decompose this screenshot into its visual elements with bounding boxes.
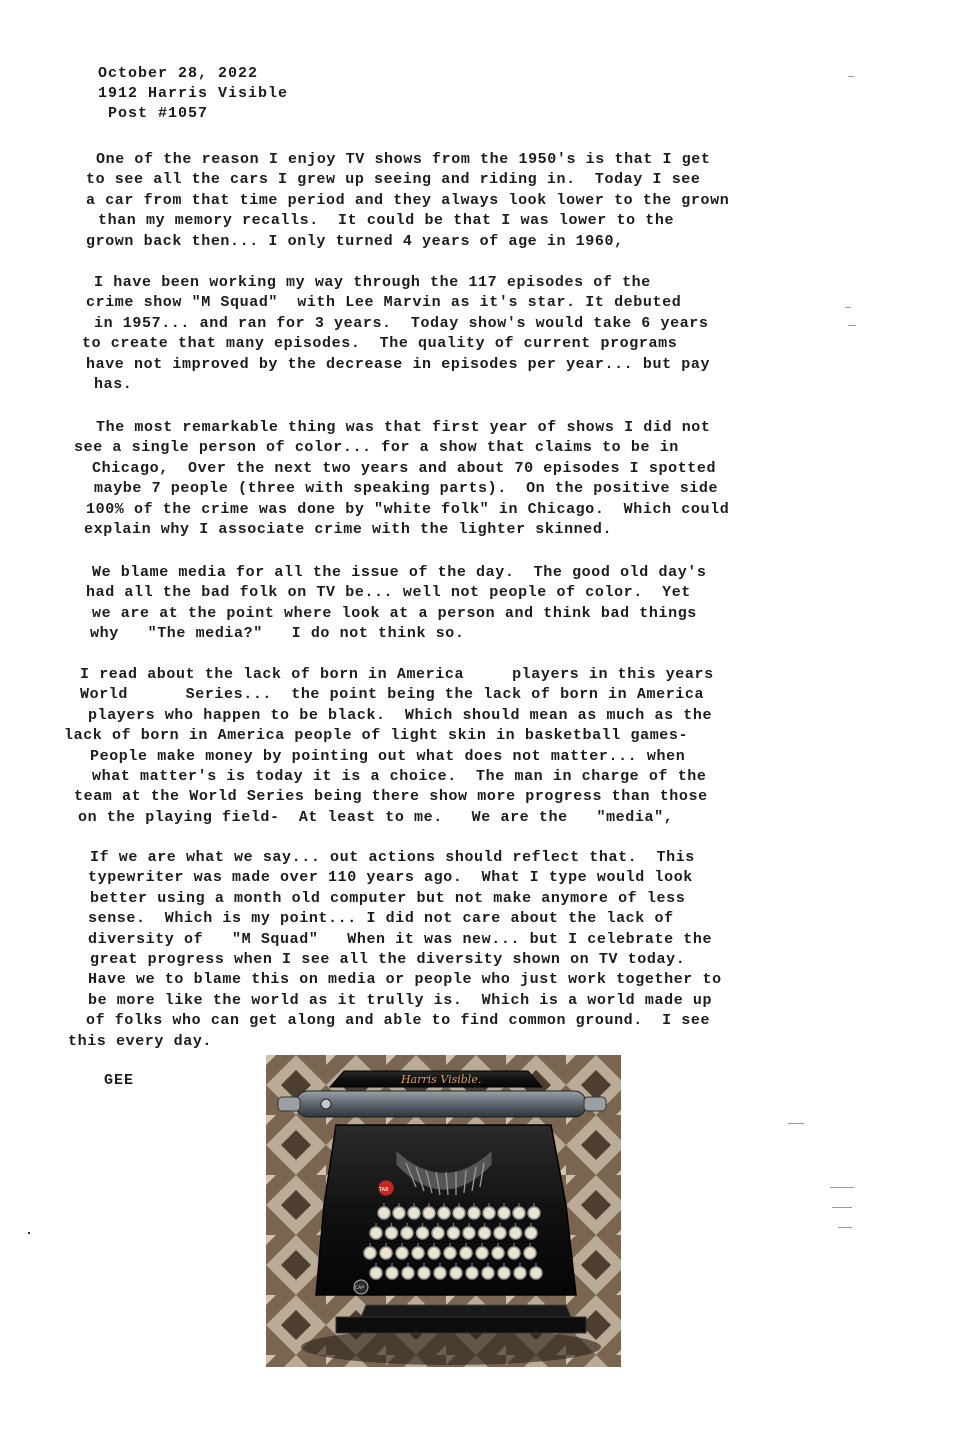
text-line: grown back then... I only turned 4 years of age in 1960,	[86, 232, 624, 250]
scan-speck	[788, 1123, 804, 1124]
text-line: team at the World Series being there show more progress than those	[74, 788, 708, 806]
key-cap	[528, 1207, 540, 1219]
text-line: I have been working my way through the 117 episodes of the	[94, 274, 651, 291]
key-cap	[378, 1207, 390, 1219]
key-cap	[510, 1227, 522, 1239]
key-cap	[444, 1247, 456, 1259]
text-line: diversity of "M Squad" When it was new... but I celebrate the	[88, 930, 713, 948]
text-line: One of the reason I enjoy TV shows from the 1950's is that I get	[96, 151, 711, 168]
text-line: to see all the cars I grew up seeing and riding in. Today I see	[86, 171, 701, 189]
key-cap	[370, 1227, 382, 1239]
paragraph-2	[82, 273, 872, 395]
key-cap	[393, 1207, 405, 1219]
key-cap	[432, 1227, 444, 1239]
paragraph-5	[64, 665, 854, 828]
text-line: we are at the point where look at a person and think bad things	[92, 604, 697, 622]
text-line: Have we to blame this on media or people who just work together to	[88, 971, 722, 989]
text-line: why "The media?" I do not think so.	[90, 625, 465, 643]
text-line: crime show "M Squad" with Lee Marvin as it's star. It debuted	[86, 294, 682, 312]
letter-date: October 28, 2022	[98, 65, 259, 82]
key-cap	[468, 1207, 480, 1219]
key-cap	[418, 1267, 430, 1279]
key-cap	[386, 1227, 398, 1239]
scan-speck	[848, 325, 856, 326]
key-cap	[513, 1207, 525, 1219]
key-cap	[463, 1227, 475, 1239]
text-line: a car from that time period and they always look lower to the grown	[86, 191, 730, 209]
platen-roller	[296, 1091, 586, 1117]
key-cap	[466, 1267, 478, 1279]
text-line: maybe 7 people (three with speaking parts). On the positive side	[94, 480, 719, 498]
svg-text:TAB: TAB	[379, 1187, 389, 1193]
paragraph-6	[68, 848, 858, 1052]
text-line: be more like the world as it trully is. Which is a world made up	[88, 991, 713, 1009]
text-line: what matter's is today it is a choice. The man in charge of the	[92, 768, 707, 786]
typewriter-illustration	[266, 1055, 621, 1367]
key-cap	[448, 1227, 460, 1239]
key-cap	[401, 1227, 413, 1239]
text-line: People make money by pointing out what does not matter... when	[90, 747, 686, 765]
key-cap	[423, 1207, 435, 1219]
key-cap	[498, 1207, 510, 1219]
key-cap	[428, 1247, 440, 1259]
scan-speck	[832, 1207, 852, 1208]
paragraph-1	[86, 150, 876, 252]
key-cap	[450, 1267, 462, 1279]
key-cap	[479, 1227, 491, 1239]
key-cap	[524, 1247, 536, 1259]
signature: GEE	[104, 1072, 135, 1089]
text-line: see a single person of color... for a show that claims to be in	[74, 439, 679, 457]
text-line: Chicago, Over the next two years and about 70 episodes I spotted	[92, 459, 717, 477]
key-cap	[370, 1267, 382, 1279]
text-line: explain why I associate crime with the lighter skinned.	[84, 521, 613, 539]
letter-header	[98, 64, 288, 124]
text-line: sense. Which is my point... I did not care about the lack of	[88, 910, 674, 928]
text-line: World Series... the point being the lack of born in America	[80, 686, 705, 704]
key-cap	[380, 1247, 392, 1259]
text-line: typewriter was made over 110 years ago. What I type would look	[88, 869, 693, 887]
key-cap	[364, 1247, 376, 1259]
text-line: to create that many episodes. The quality of current programs	[82, 335, 678, 353]
text-line: on the playing field- At least to me. We are the "media",	[78, 808, 674, 826]
key-cap	[482, 1267, 494, 1279]
key-cap	[438, 1207, 450, 1219]
key-cap	[508, 1247, 520, 1259]
key-cap	[514, 1267, 526, 1279]
key-cap	[530, 1267, 542, 1279]
key-cap	[525, 1227, 537, 1239]
key-cap	[492, 1247, 504, 1259]
scan-speck	[845, 307, 851, 308]
text-line: than my memory recalls. It could be that I was lower to the	[98, 212, 675, 230]
text-line: in 1957... and ran for 3 years. Today show's would take 6 years	[94, 314, 709, 332]
text-line: We blame media for all the issue of the day. The good old day's	[92, 564, 707, 581]
key-cap	[396, 1247, 408, 1259]
key-cap	[408, 1207, 420, 1219]
text-line: lack of born in America people of light skin in basketball games-	[64, 727, 689, 745]
key-cap	[476, 1247, 488, 1259]
paragraph-4	[86, 563, 876, 645]
key-cap	[434, 1267, 446, 1279]
text-line: this every day.	[68, 1032, 213, 1050]
key-cap	[453, 1207, 465, 1219]
text-line: better using a month old computer but not make anymore of less	[90, 889, 686, 907]
svg-text:CAP: CAP	[355, 1286, 364, 1291]
scan-speck	[848, 76, 854, 77]
typewriter-model: 1912 Harris Visible	[98, 85, 289, 102]
key-cap	[460, 1247, 472, 1259]
key-cap	[412, 1247, 424, 1259]
text-line: players who happen to be black. Which should mean as much as the	[88, 706, 713, 724]
text-line: of folks who can get along and able to find common ground. I see	[86, 1012, 711, 1030]
text-line: have not improved by the decrease in episodes per year... but pay	[86, 355, 711, 373]
text-line: If we are what we say... out actions should reflect that. This	[90, 849, 695, 866]
key-cap	[386, 1267, 398, 1279]
brand-label: Harris Visible.	[401, 1073, 482, 1086]
key-cap	[402, 1267, 414, 1279]
post-number: Post #1057	[108, 105, 209, 122]
scan-speck	[838, 1227, 852, 1228]
key-cap	[417, 1227, 429, 1239]
typewriter-photo	[266, 1055, 621, 1367]
text-line: great progress when I see all the diversity shown on TV today.	[90, 951, 686, 969]
text-line: The most remarkable thing was that first year of shows I did not	[96, 419, 711, 436]
text-line: had all the bad folk on TV be... well not people of color. Yet	[86, 584, 691, 602]
text-line: has.	[94, 376, 133, 394]
key-cap	[483, 1207, 495, 1219]
key-cap	[494, 1227, 506, 1239]
text-line: 100% of the crime was done by "white folk" in Chicago. Which could	[86, 500, 730, 518]
key-cap	[498, 1267, 510, 1279]
text-line: I read about the lack of born in America players in this years	[80, 666, 714, 683]
scan-speck	[28, 1232, 30, 1234]
scan-speck	[830, 1187, 854, 1188]
paragraph-3	[74, 418, 864, 540]
